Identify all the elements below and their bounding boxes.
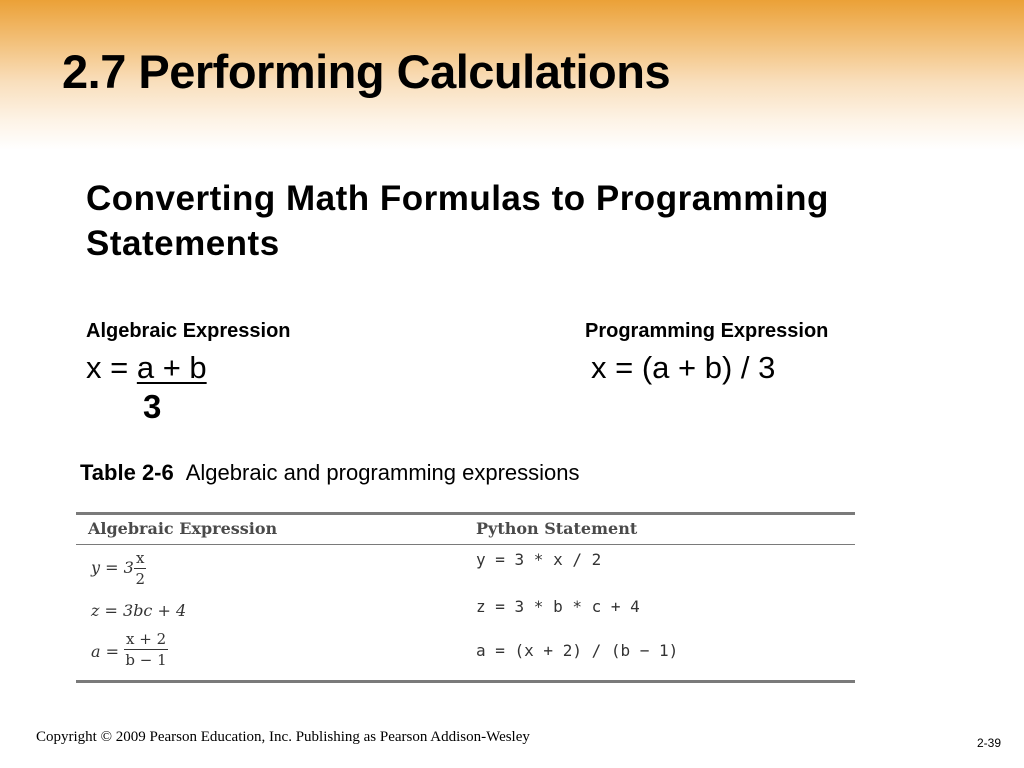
table-row-3-numerator: x + 2 — [126, 630, 167, 648]
algebraic-expression — [86, 350, 207, 386]
slide-subtitle: Converting Math Formulas to Programming Statements — [86, 179, 829, 263]
table-row-1-python: y = 3 * x / 2 — [476, 550, 602, 569]
table-row-3-math-lhs: a = — [91, 642, 120, 661]
algebraic-heading: Algebraic Expression — [86, 320, 291, 342]
table-caption-number: Table 2-6 — [80, 460, 174, 485]
table-row-3-python: a = (x + 2) / (b − 1) — [476, 641, 679, 660]
copyright-footer: Copyright © 2009 Pearson Education, Inc. Publishing as Pearson Addison-Wesley — [36, 729, 530, 745]
table-row-1-denominator: 2 — [135, 570, 145, 588]
table-row-1-fraction — [134, 549, 146, 588]
table-row-3-fraction — [124, 630, 168, 669]
table-header-rule — [76, 544, 855, 545]
programming-expression: x = (a + b) / 3 — [591, 350, 776, 385]
slide-title: 2.7 Performing Calculations — [62, 45, 671, 98]
table-row-1-math-lhs: y = 3 — [91, 558, 134, 577]
table-header-python: Python Statement — [476, 519, 638, 538]
algebraic-numerator: a + b — [136, 350, 207, 385]
table-header-algebraic: Algebraic Expression — [88, 519, 278, 538]
programming-heading: Programming Expression — [585, 320, 829, 342]
table-bottom-rule — [76, 680, 855, 683]
table-caption — [80, 460, 580, 486]
page-number: 2-39 — [977, 736, 1002, 750]
table-row-1-numerator: x — [136, 549, 145, 567]
table-caption-text: Algebraic and programming expressions — [185, 460, 580, 485]
table-row-3-denominator: b − 1 — [125, 651, 167, 669]
table-row-2-math: z = 3bc + 4 — [91, 601, 187, 620]
algebraic-lhs: x = — [86, 350, 137, 385]
table-row-2-python: z = 3 * b * c + 4 — [476, 597, 640, 616]
algebraic-denominator: 3 — [143, 388, 162, 425]
table-top-rule — [76, 512, 855, 515]
